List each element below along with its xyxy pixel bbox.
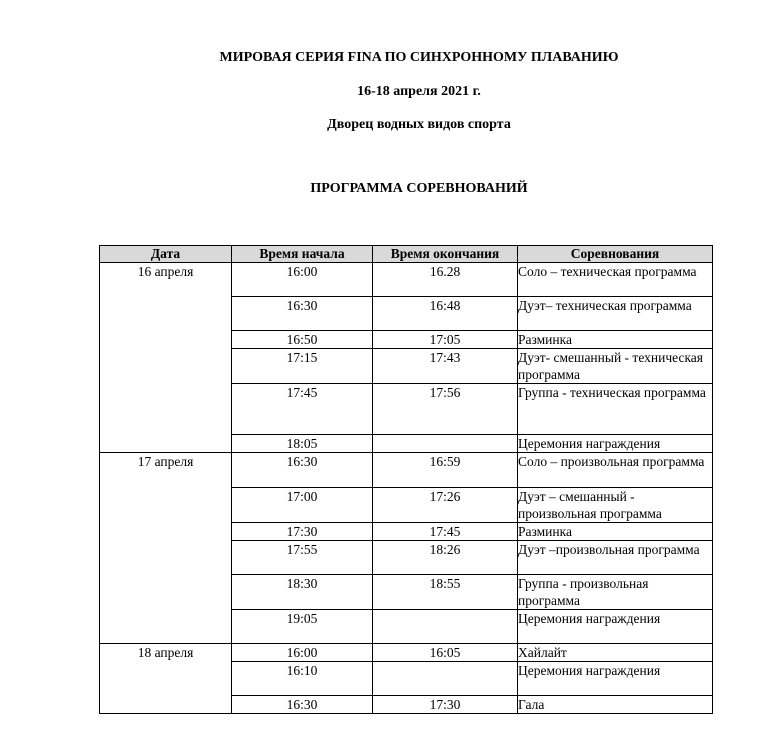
end-time-cell: 17:43 — [373, 349, 518, 384]
event-venue: Дворец водных видов спорта — [327, 117, 511, 132]
end-time-cell: 17:05 — [373, 331, 518, 349]
table-row — [100, 263, 713, 297]
start-time-cell: 18:05 — [232, 435, 373, 453]
event-cell: Дуэт- смешанный - техническая программа — [518, 349, 713, 384]
start-time-cell: 16:50 — [232, 331, 373, 349]
schedule-body — [100, 263, 713, 714]
start-time-cell: 17:00 — [232, 488, 373, 523]
event-cell: Церемония награждения — [518, 435, 713, 453]
event-cell: Разминка — [518, 523, 713, 541]
column-header-start: Время начала — [232, 246, 373, 263]
end-time-cell: 16:59 — [373, 453, 518, 488]
event-cell: Соло – техническая программа — [518, 263, 713, 297]
document-title: МИРОВАЯ СЕРИЯ FINA ПО СИНХРОННОМУ ПЛАВАНИЮ — [219, 50, 619, 65]
event-cell: Дуэт –произвольная программа — [518, 541, 713, 575]
end-time-cell: 17:26 — [373, 488, 518, 523]
event-cell: Разминка — [518, 331, 713, 349]
start-time-cell: 16:10 — [232, 662, 373, 696]
start-time-cell: 16:30 — [232, 297, 373, 331]
date-cell: 16 апреля — [100, 263, 232, 453]
end-time-cell: 17:30 — [373, 696, 518, 714]
column-header-event: Соревнования — [518, 246, 713, 263]
start-time-cell: 16:30 — [232, 453, 373, 488]
column-header-date: Дата — [100, 246, 232, 263]
event-cell: Церемония награждения — [518, 662, 713, 696]
end-time-cell — [373, 610, 518, 644]
table-header-row — [100, 246, 713, 263]
end-time-cell: 16:48 — [373, 297, 518, 331]
start-time-cell: 17:15 — [232, 349, 373, 384]
event-cell: Группа - произвольная программа — [518, 575, 713, 610]
end-time-cell: 18:26 — [373, 541, 518, 575]
end-time-cell: 16.28 — [373, 263, 518, 297]
start-time-cell: 16:00 — [232, 263, 373, 297]
event-cell: Дуэт – смешанный - произвольная программа — [518, 488, 713, 523]
end-time-cell: 18:55 — [373, 575, 518, 610]
table-row — [100, 453, 713, 488]
end-time-cell: 17:45 — [373, 523, 518, 541]
start-time-cell: 16:30 — [232, 696, 373, 714]
start-time-cell: 17:45 — [232, 384, 373, 435]
start-time-cell: 18:30 — [232, 575, 373, 610]
end-time-cell — [373, 662, 518, 696]
event-cell: Церемония награждения — [518, 610, 713, 644]
end-time-cell — [373, 435, 518, 453]
end-time-cell: 17:56 — [373, 384, 518, 435]
event-cell: Гала — [518, 696, 713, 714]
table-row — [100, 644, 713, 662]
column-header-end: Время окончания — [373, 246, 518, 263]
event-cell: Соло – произвольная программа — [518, 453, 713, 488]
start-time-cell: 19:05 — [232, 610, 373, 644]
end-time-cell: 16:05 — [373, 644, 518, 662]
event-dates: 16-18 апреля 2021 г. — [357, 84, 481, 99]
date-cell: 17 апреля — [100, 453, 232, 644]
schedule-table — [99, 245, 713, 714]
event-cell: Хайлайт — [518, 644, 713, 662]
start-time-cell: 17:55 — [232, 541, 373, 575]
event-cell: Дуэт– техническая программа — [518, 297, 713, 331]
start-time-cell: 16:00 — [232, 644, 373, 662]
event-cell: Группа - техническая программа — [518, 384, 713, 435]
start-time-cell: 17:30 — [232, 523, 373, 541]
program-title: ПРОГРАММА СОРЕВНОВАНИЙ — [310, 181, 528, 196]
date-cell: 18 апреля — [100, 644, 232, 714]
